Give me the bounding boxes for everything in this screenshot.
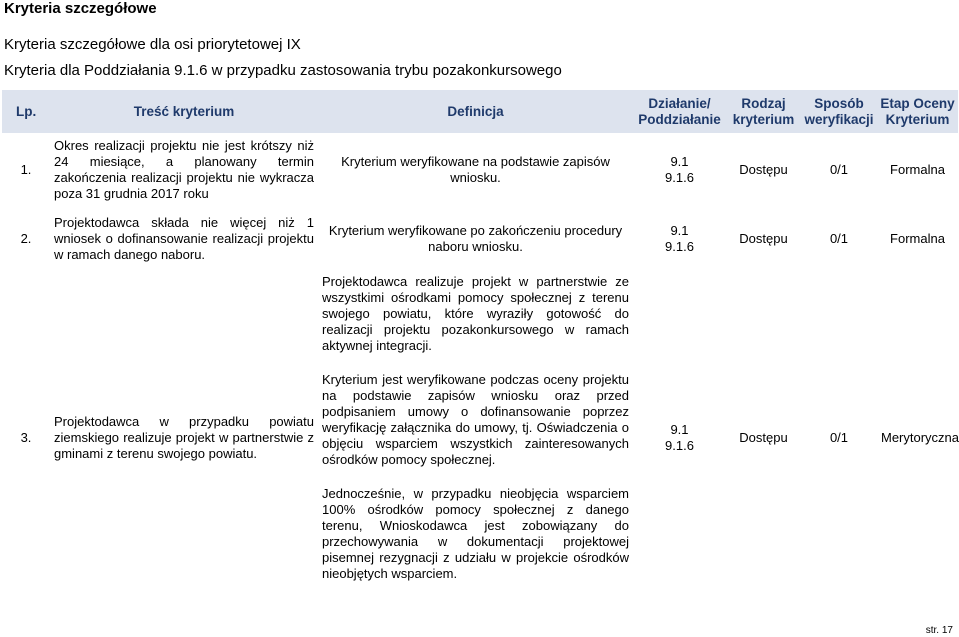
subheading-subaction: Kryteria dla Poddziałania 9.1.6 w przypadku zastosowania trybu pozakonkursowego	[4, 62, 562, 79]
row-rodzaj: Dostępu	[739, 162, 788, 177]
definicja-paragraph: Projektodawca realizuje projekt w partnerstwie ze wszystkimi ośrodkami pomocy społecznej z terenu swojego powiatu, które wyraziły gotowość do realizacji projektu pozakonkursowego w ramach aktywnej integracji.	[322, 274, 629, 353]
row-dzialanie	[633, 207, 726, 270]
row-lp: 2.	[20, 230, 32, 246]
row-definicja: Kryterium weryfikowane po zakończeniu procedury naboru wniosku.	[328, 222, 623, 254]
table-row	[2, 270, 958, 606]
row-dzialanie-code: 9.1	[670, 422, 689, 437]
header-tresc: Treść kryterium	[50, 90, 318, 133]
row-sposob: 0/1	[829, 230, 849, 246]
row-poddzialanie-code: 9.1.6	[665, 438, 694, 453]
row-dzialanie-code: 9.1	[670, 222, 689, 238]
table-row	[2, 133, 958, 207]
criteria-table	[2, 90, 958, 606]
row-dzialanie-code: 9.1	[670, 154, 689, 169]
header-rodzaj: Rodzaj kryterium	[726, 90, 801, 133]
criteria-table-header	[2, 90, 958, 133]
row-poddzialanie-code: 9.1.6	[665, 238, 694, 254]
row-tresc: Okres realizacji projektu nie jest krótszy niż 24 miesiące, a planowany termin zakończenia realizacji projektu nie wykracza poza 31 grudnia 2017 roku	[54, 138, 314, 201]
row-etap: Formalna	[890, 162, 945, 177]
row-lp: 3.	[20, 430, 32, 445]
header-etap: Etap Oceny Kryterium	[877, 90, 958, 133]
header-sposob: Sposób weryfikacji	[801, 90, 877, 133]
row-etap: Merytoryczna	[881, 430, 959, 445]
row-lp: 1.	[20, 162, 32, 177]
row-etap: Formalna	[890, 230, 945, 246]
definicja-paragraph: Kryterium jest weryfikowane podczas oceny projektu na podstawie zapisów wniosku oraz przed podpisaniem umowy o dofinansowanie poprzez weryfikację załącznika do umowy, tj. Oświadczenia o objęciu wsparciem wszystkich zainteresowanych ośrodków pomocy społecznej.	[322, 372, 629, 467]
table-row	[2, 207, 958, 270]
row-dzialanie	[633, 270, 726, 606]
row-definicja: Kryterium weryfikowane na podstawie zapisów wniosku.	[341, 154, 610, 185]
row-sposob: 0/1	[829, 430, 849, 445]
row-sposob: 0/1	[829, 162, 849, 177]
row-rodzaj: Dostępu	[739, 430, 788, 445]
row-tresc: Projektodawca składa nie więcej niż 1 wniosek o dofinansowanie realizacji projektu w ramach danego naboru.	[54, 214, 314, 262]
row-tresc: Projektodawca w przypadku powiatu ziemskiego realizuje projekt w partnerstwie z gminami z terenu swojego powiatu.	[54, 414, 314, 461]
row-poddzialanie-code: 9.1.6	[665, 170, 694, 185]
definicja-paragraph: Jednocześnie, w przypadku nieobjęcia wsparciem 100% ośrodków pomocy społecznej z danego terenu, Wnioskodawca jest zobowiązany do przechowywania w dokumentacji projektowej pisemnej rezygnacji z udziału w projekcie ośrodków nieobjętych wsparciem.	[322, 486, 629, 581]
header-dzialanie: Działanie/ Poddziałanie	[633, 90, 726, 133]
row-dzialanie	[633, 133, 726, 207]
page-heading: Kryteria szczegółowe	[4, 0, 157, 17]
row-definicja	[318, 270, 633, 606]
subheading-axis: Kryteria szczegółowe dla osi priorytetowej IX	[4, 36, 301, 53]
header-lp: Lp.	[2, 90, 50, 133]
page-number: str. 17	[925, 625, 953, 636]
header-definicja: Definicja	[318, 90, 633, 133]
row-rodzaj: Dostępu	[739, 230, 788, 246]
